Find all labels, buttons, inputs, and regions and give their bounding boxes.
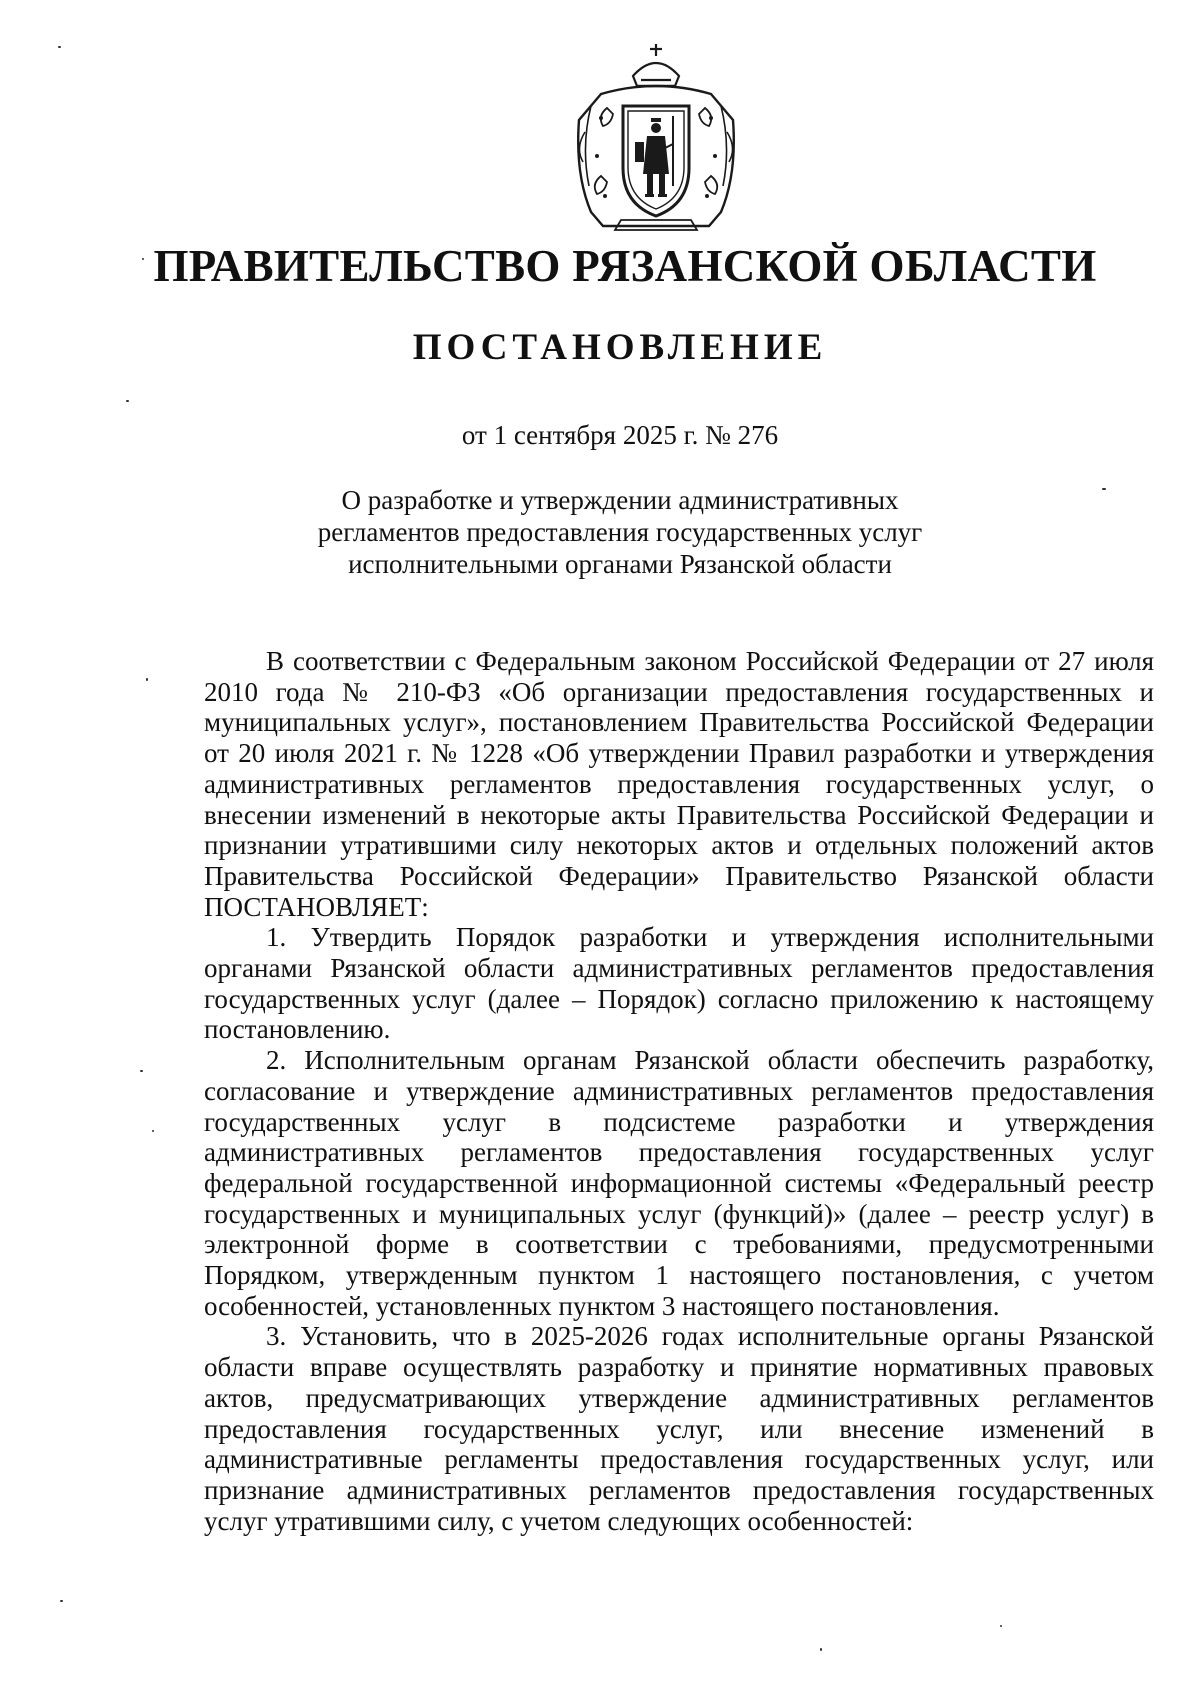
document-type-heading: ПОСТАНОВЛЕНИЕ [412,327,828,368]
scan-speck [142,258,144,260]
scan-speck [152,1130,154,1132]
scan-speck [58,46,61,48]
document-subject: О разработке и утверждении административных регламентов предоставления государственных услуг исполнительными органами Рязанской области [317,485,923,579]
scan-speck [1000,1625,1002,1627]
scan-speck [140,1070,143,1072]
document-body [204,646,1154,1536]
scan-speck [60,1600,63,1602]
item-paragraph-1: 1. Утвердить Порядок разработки и утверждения исполнительными органами Рязанской области административных регламентов предоставления государственных услуг (далее – Порядок) согласно приложению к настоящему постановлению. [204,922,1154,1045]
scan-speck [820,1648,822,1651]
organization-title: ПРАВИТЕЛЬСТВО РЯЗАНСКОЙ ОБЛАСТИ [153,241,1097,291]
item-paragraph-3: 3. Установить, что в 2025-2026 годах исполнительные органы Рязанской области вправе осуществлять разработку и принятие нормативных правовых актов, предусматривающих утверждение административных регламентов предоставления государственных услуг, или внесение изменений в административные регламенты предоставления государственных услуг, или признание административных регламентов предоставления государственных услуг утратившими силу, с учетом следующих особенностей: [204,1321,1154,1536]
scan-speck [146,678,148,681]
coat-of-arms-icon [561,36,751,232]
scan-speck [126,400,129,402]
scan-speck [1102,488,1106,490]
document-date-number: от 1 сентября 2025 г. № 276 [461,420,779,450]
item-paragraph-2: 2. Исполнительным органам Рязанской области обеспечить разработку, согласование и утверждение административных регламентов предоставления государственных услуг в подсистеме разработки и утверждения административных регламентов предоставления государственных услуг федеральной государственной информационной системы «Федеральный реестр государственных и муниципальных услуг (функций)» (далее – реестр услуг) в электронной форме в соответствии с требованиями, предусмотренными Порядком, утвержденным пунктом 1 настоящего постановления, с учетом особенностей, установленных пунктом 3 настоящего постановления. [204,1045,1154,1321]
preamble-paragraph: В соответствии с Федеральным законом Российской Федерации от 27 июля 2010 года № 210-ФЗ «Об организации предоставления государственных и муниципальных услуг», постановлением Правительства Российской Федерации от 20 июля 2021 г. № 1228 «Об утверждении Правил разработки и утверждения административных регламентов предоставления государственных услуг, о внесении изменений в некоторые акты Правительства Российской Федерации и признании утратившими силу некоторых актов и отдельных положений актов Правительства Российской Федерации» Правительство Рязанской области ПОСТАНОВЛЯЕТ: [204,646,1154,922]
